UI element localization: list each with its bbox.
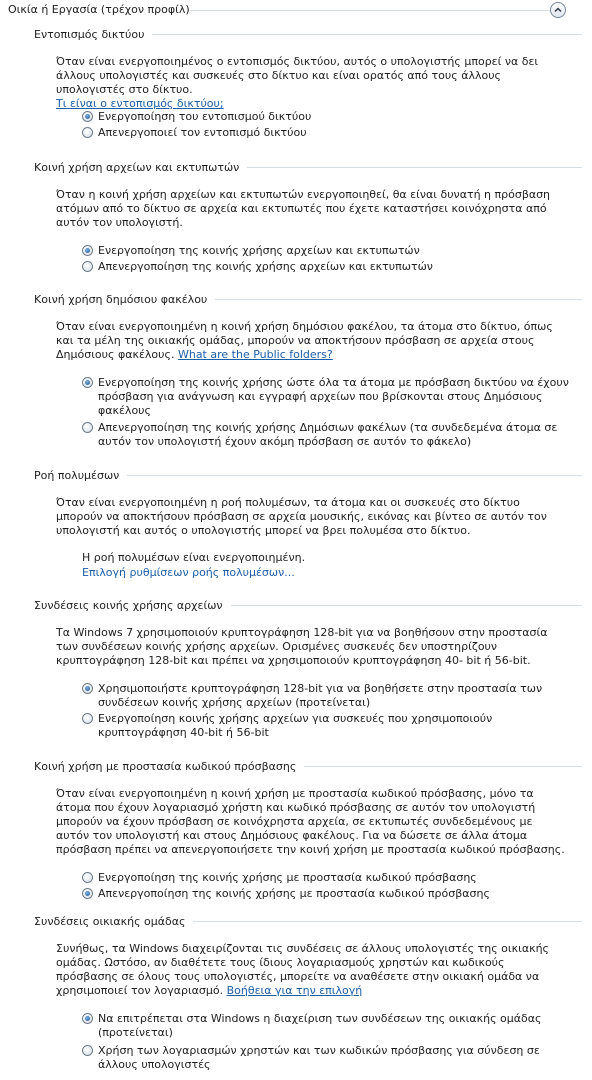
radio-discovery-off[interactable]: Απενεργοποιεί τον εντοπισμό δικτύου: [82, 126, 572, 140]
section-description: Όταν είναι ενεργοποιημένη η ροή πολυμέσων, τα άτομα και οι συσκευές στο δίκτυο μπορούν να αποκτήσουν πρόσβαση σε αρχεία μουσικής, εικόνας και βίντεο σε αυτόν τον υπολογιστή και αυτός ο υπολογιστής μπορεί να βρει πολυμέσα στο δίκτυο.: [56, 496, 547, 537]
section-title: Κοινή χρήση αρχείων και εκτυπωτών: [34, 160, 240, 174]
radio-checked[interactable]: [82, 1013, 93, 1024]
section-description: Όταν είναι ενεργοποιημένος ο εντοπισμός δικτύου, αυτός ο υπολογιστής μπορεί να δει άλλους υπολογιστές και συσκευές στο δίκτυο και είναι ορατός από τους άλλους υπολογιστές στο δίκτυο. Τι είναι ο εντοπισμός δικτύου;: [56, 55, 539, 110]
radio-unchecked[interactable]: [82, 713, 93, 724]
profile-divider: [190, 10, 558, 11]
chevron-up-icon: [554, 6, 562, 14]
profile-header: [0, 0, 592, 22]
media-status-text: Η ροή πολυμέσων είναι ενεργοποιημένη.: [82, 551, 306, 564]
section-description: Συνήθως, τα Windows διαχειρίζονται τις συνδέσεις σε άλλους υπολογιστές της οικιακής ομάδας. Ωστόσο, αν διαθέτετε τους ίδιους λογαριασμούς χρηστών και κωδικούς πρόσβασης σε όλους τους υπολογιστές, μπορείτε να αναθέσετε στην οικιακή ομάδα να χρησιμοποιεί τον λογαριασμό. Βοήθεια για την επιλογή: [56, 942, 549, 997]
section-description: Τα Windows 7 χρησιμοποιούν κρυπτογράφηση 128-bit για να βοηθήσουν στην προστασία των συνδέσεων κοινής χρήσης αρχείων. Ορισμένες συσκευές δεν υποστηρίζουν κρυπτογράφηση 128-bit και πρέπει να χρησιμοποιούν κρυπτογράφηση 40- bit ή 56-bit.: [56, 626, 548, 667]
public-folders-help-link[interactable]: What are the Public folders?: [177, 348, 333, 361]
radio-discovery-on[interactable]: Ενεργοποίηση του εντοπισμού δικτύου: [82, 110, 572, 124]
radio-file-sharing-on[interactable]: Ενεργοποίηση της κοινής χρήσης αρχείων και εκτυπωτών: [82, 244, 572, 258]
radio-encryption-128[interactable]: Χρησιμοποιήστε κρυπτογράφηση 128-bit για να βοηθήσετε στην προστασία των συνδέσεων κοινής χρήσης αρχείων (προτείνεται): [82, 682, 572, 710]
radio-unchecked[interactable]: [82, 1045, 93, 1056]
section-description: Όταν είναι ενεργοποιημένη η κοινή χρήση δημόσιου φακέλου, τα άτομα στο δίκτυο, όπως και τα μέλη της οικιακής ομάδας, μπορούν να αποκτήσουν πρόσβαση σε αρχεία στους Δημόσιους φακέλους. What are the Public folders?: [56, 320, 553, 361]
section-title: Κοινή χρήση δημόσιου φακέλου: [34, 292, 208, 306]
radio-checked[interactable]: [82, 111, 93, 122]
radio-file-sharing-off[interactable]: Απενεργοποίηση της κοινής χρήσης αρχείων και εκτυπωτών: [82, 260, 572, 274]
radio-encryption-40-56[interactable]: Ενεργοποίηση κοινής χρήσης αρχείων για συσκευές που χρησιμοποιούν κρυπτογράφηση 40-bit ή 56-bit: [82, 712, 572, 740]
radio-public-sharing-on[interactable]: Ενεργοποίηση της κοινής χρήσης ώστε όλα τα άτομα με πρόσβαση δικτύου να έχουν πρόσβαση για ανάγνωση και εγγραφή αρχείων που βρίσκονται στους Δημόσιους φακέλους: [82, 376, 572, 418]
radio-unchecked[interactable]: [82, 127, 93, 138]
radio-unchecked[interactable]: [82, 872, 93, 883]
radio-checked[interactable]: [82, 683, 93, 694]
section-title: Ροή πολυμέσων: [34, 468, 120, 482]
profile-title: Οικία ή Εργασία (τρέχον προφίλ): [8, 3, 190, 16]
section-title: Κοινή χρήση με προστασία κωδικού πρόσβασης: [34, 759, 297, 773]
radio-checked[interactable]: [82, 245, 93, 256]
radio-checked[interactable]: [82, 888, 93, 899]
radio-windows-manage[interactable]: Να επιτρέπεται στα Windows η διαχείριση των συνδέσεων της οικιακής ομάδας (προτείνεται): [82, 1012, 572, 1040]
section-description: Όταν η κοινή χρήση αρχείων και εκτυπωτών ενεργοποιηθεί, θα είναι δυνατή η πρόσβαση ατόμων από το δίκτυο σε αρχεία και εκτυπωτές που έχετε καταστήσει κοινόχρηστα από αυτόν τον υπολογιστή.: [56, 188, 551, 229]
section-title: Συνδέσεις οικιακής ομάδας: [34, 914, 186, 928]
media-streaming-options-link[interactable]: Επιλογή ρυθμίσεων ροής πολυμέσων...: [82, 566, 295, 579]
collapse-button[interactable]: [550, 2, 566, 18]
radio-password-off[interactable]: Απενεργοποίηση της κοινής χρήσης με προστασία κωδικού πρόσβασης: [82, 887, 572, 901]
radio-unchecked[interactable]: [82, 422, 93, 433]
discovery-help-link[interactable]: Τι είναι ο εντοπισμός δικτύου;: [56, 97, 224, 110]
radio-unchecked[interactable]: [82, 261, 93, 272]
radio-password-on[interactable]: Ενεργοποίηση της κοινής χρήσης με προστασία κωδικού πρόσβασης: [82, 871, 572, 885]
radio-checked[interactable]: [82, 377, 93, 388]
radio-use-accounts[interactable]: Χρήση των λογαριασμών χρηστών και των κωδικών πρόσβασης για σύνδεση σε άλλους υπολογιστές: [82, 1044, 572, 1072]
section-description: Όταν είναι ενεργοποιημένη η κοινή χρήση με προστασία κωδικού πρόσβασης, μόνο τα άτομα που έχουν λογαριασμό χρήστη και κωδικό πρόσβασης σε αυτόν τον υπολογιστή μπορούν να έχουν πρόσβαση σε κοινόχρηστα αρχεία, σε εκτυπωτές συνδεδεμένους με αυτόν τον υπολογιστή και στους Δημόσιους φακέλους. Για να δώσετε σε άλλα άτομα πρόσβαση πρέπει να απενεργοποιήσετε την κοινή χρήση με προστασία κωδικού πρόσβασης.: [56, 787, 565, 856]
section-title: Συνδέσεις κοινής χρήσης αρχείων: [34, 598, 223, 612]
homegroup-help-link[interactable]: Βοήθεια για την επιλογή: [226, 984, 363, 997]
radio-public-sharing-off[interactable]: Απενεργοποίηση της κοινής χρήσης Δημόσιων φακέλων (τα συνδεδεμένα άτομα σε αυτόν τον υπολογιστή έχουν ακόμη πρόσβαση σε αυτόν το φάκελο): [82, 421, 572, 449]
section-title: Εντοπισμός δικτύου: [34, 27, 145, 41]
